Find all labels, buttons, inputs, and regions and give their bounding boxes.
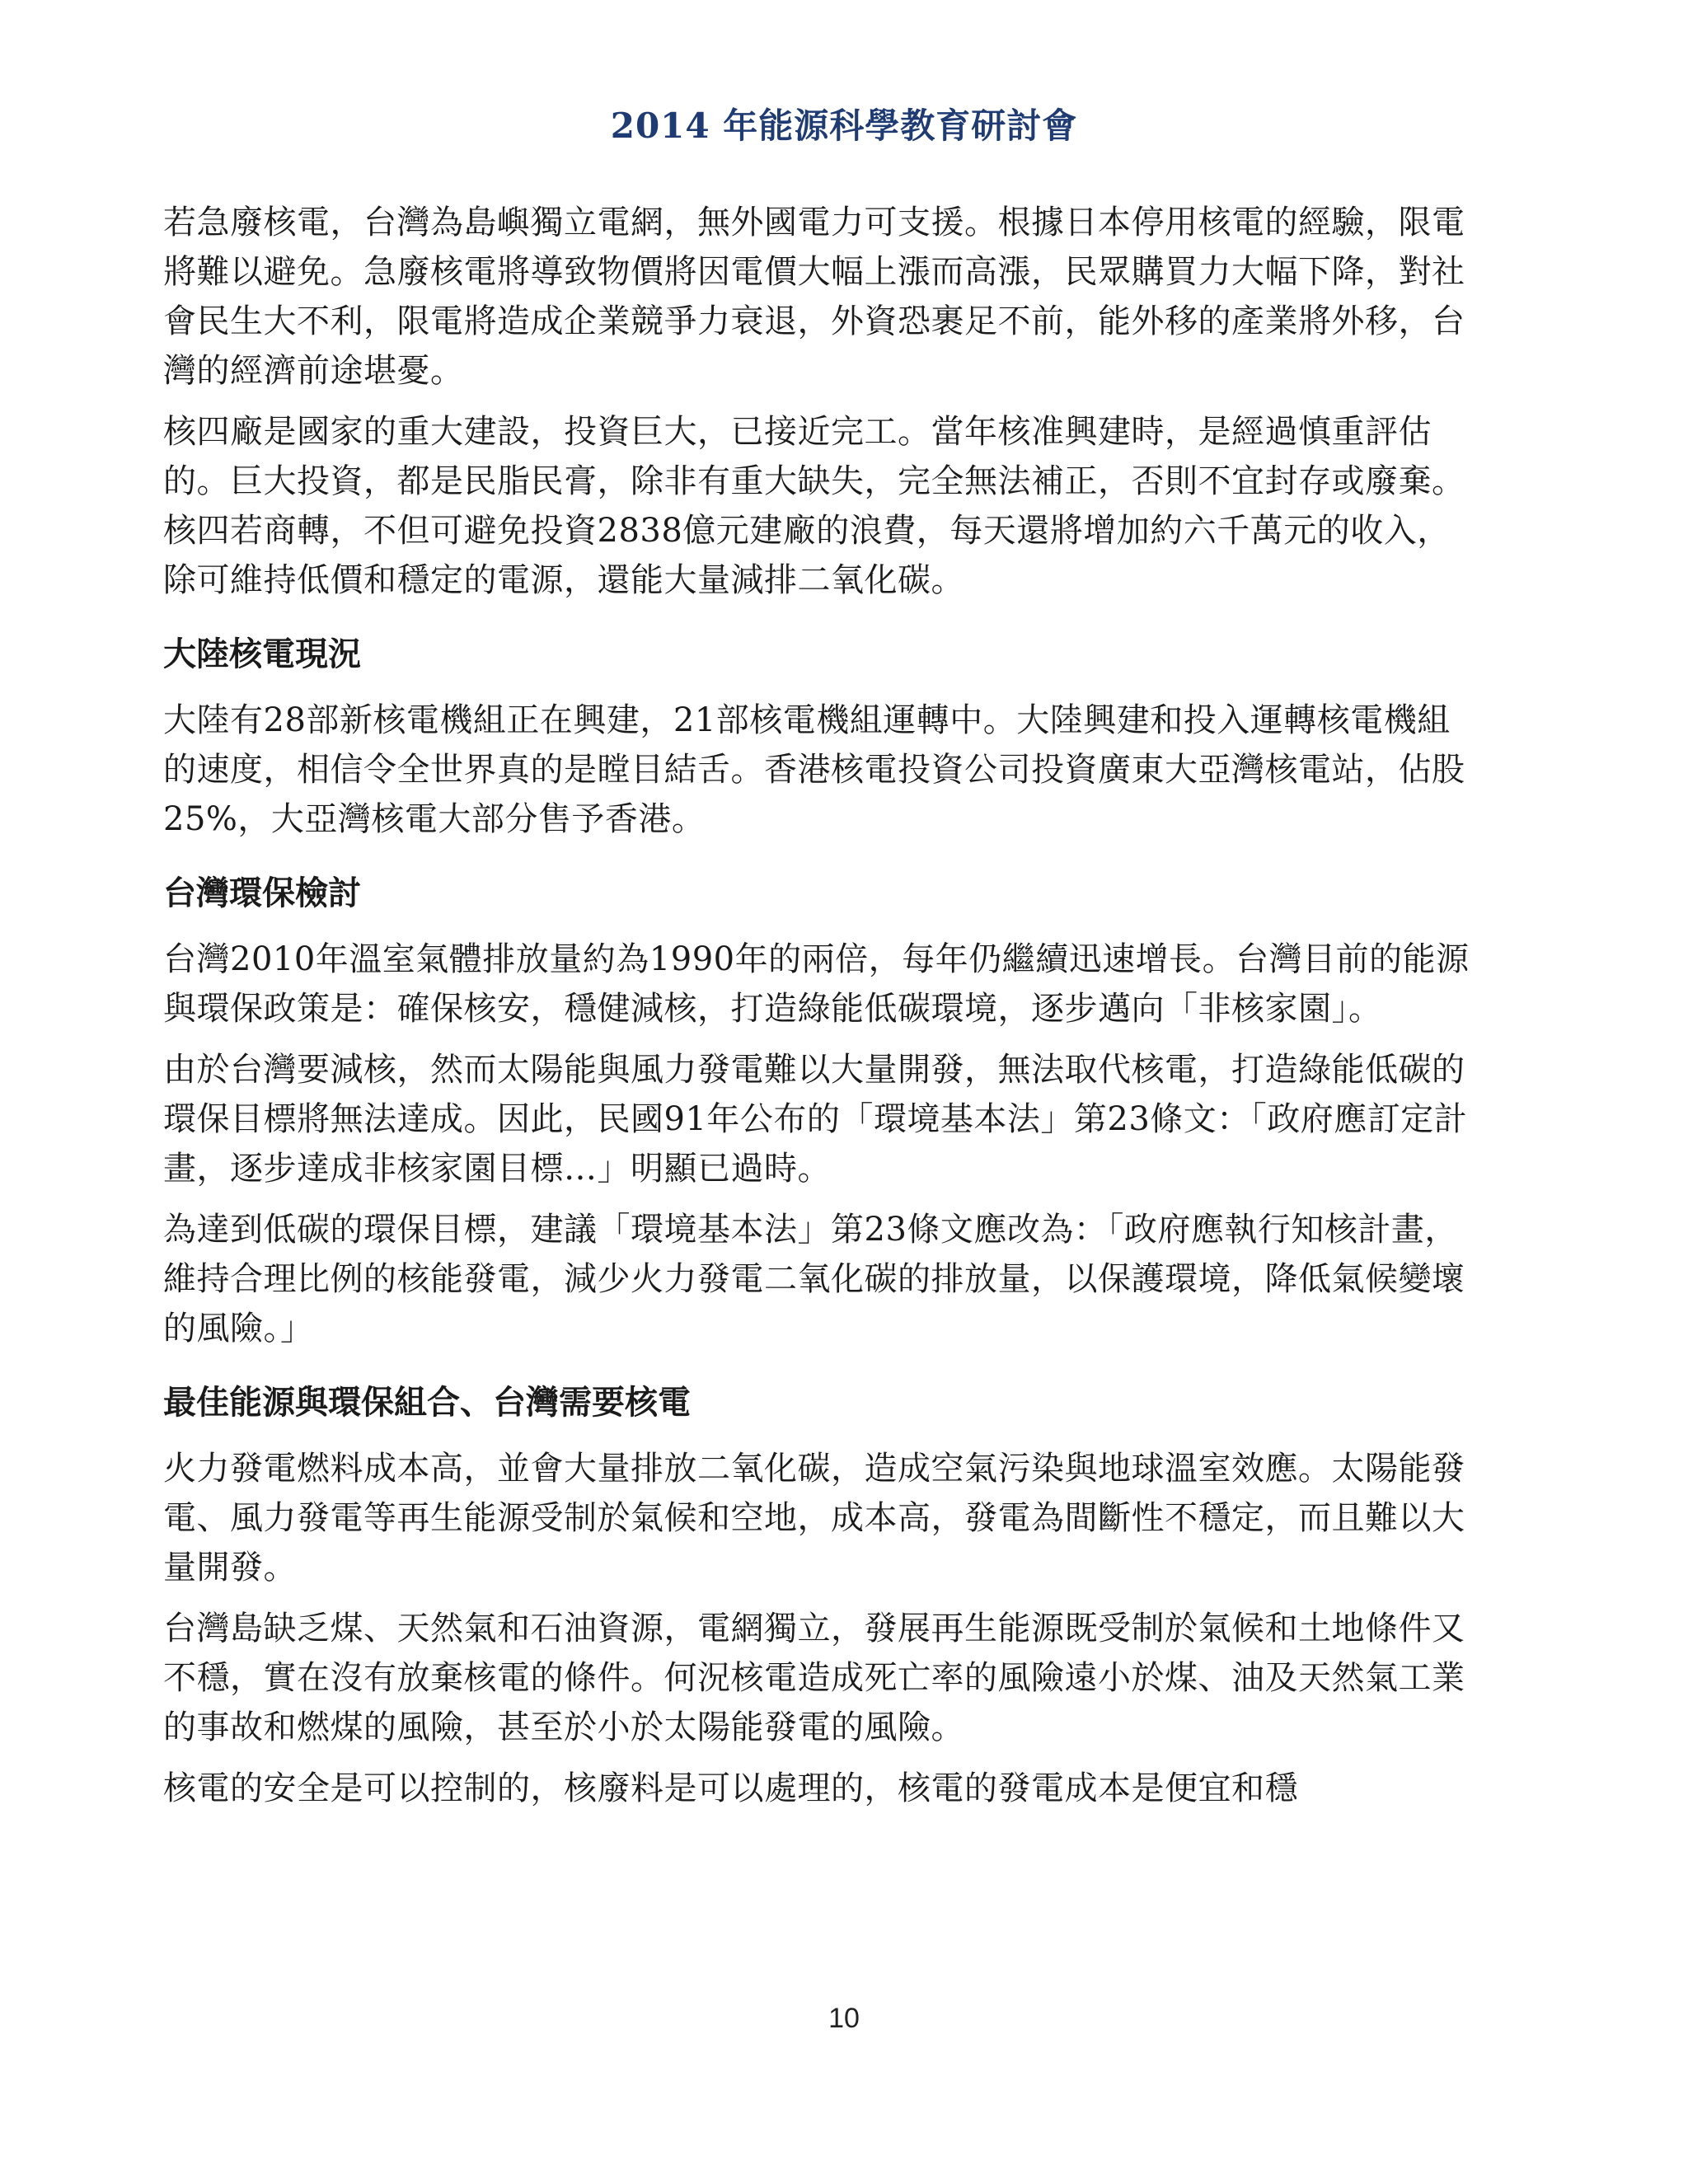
paragraph-taiwan-env-1: 台灣2010年溫室氣體排放量約為1990年的兩倍，每年仍繼續迅速增長。台灣目前的能源與環保政策是：確保核安，穩健減核，打造綠能低碳環境，逐步邁向「非核家園」。: [163, 940, 1470, 1028]
section-heading-mainland: 大陸核電現況: [163, 635, 361, 673]
page-header-title: 2014 年能源科學教育研討會: [610, 105, 1078, 146]
section-heading-taiwan-env: 台灣環保檢討: [163, 874, 361, 912]
document-body: [163, 198, 1482, 1825]
paragraph-taiwan-env-2: 由於台灣要減核，然而太陽能與風力發電難以大量開發，無法取代核電，打造綠能低碳的環保目標將無法達成。因此，民國91年公布的「環境基本法」第23條文：「政府應訂定計畫，逐步達成非核家園目標…」明顯已過時。: [163, 1051, 1468, 1188]
paragraph-intro-1: 若急廢核電，台灣為島嶼獨立電網，無外國電力可支援。根據日本停用核電的經驗，限電將難以避免。急廢核電將導致物價將因電價大幅上漲而高漲，民眾購買力大幅下降，對社會民生大不利，限電將造成企業競爭力衰退，外資恐裹足不前，能外移的產業將外移，台灣的經濟前途堪憂。: [163, 204, 1465, 390]
paragraph-taiwan-env-3: 為達到低碳的環保目標，建議「環境基本法」第23條文應改為：「政府應執行知核計畫，維持合理比例的核能發電，減少火力發電二氧化碳的排放量，以保護環境，降低氣候變壞的風險。」: [163, 1211, 1465, 1347]
section-heading-best-mix: 最佳能源與環保組合、台灣需要核電: [163, 1384, 691, 1422]
paragraph-best-mix-1: 火力發電燃料成本高，並會大量排放二氧化碳，造成空氣污染與地球溫室效應。太陽能發電、風力發電等再生能源受制於氣候和空地，成本高，發電為間斷性不穩定，而且難以大量開發。: [163, 1450, 1465, 1586]
paragraph-mainland-1: 大陸有28部新核電機組正在興建，21部核電機組運轉中。大陸興建和投入運轉核電機組的速度，相信令全世界真的是瞠目結舌。香港核電投資公司投資廣東大亞灣核電站，佔股25%，大亞灣核電大部分售予香港。: [163, 701, 1465, 838]
paragraph-best-mix-2: 台灣島缺乏煤、天然氣和石油資源，電網獨立，發展再生能源既受制於氣候和土地條件又不穩，實在沒有放棄核電的條件。何況核電造成死亡率的風險遠小於煤、油及天然氣工業的事故和燃煤的風險，甚至於小於太陽能發電的風險。: [163, 1610, 1465, 1746]
paragraph-best-mix-3: 核電的安全是可以控制的，核廢料是可以處理的，核電的發電成本是便宜和穩: [163, 1769, 1298, 1807]
paragraph-intro-2: 核四廠是國家的重大建設，投資巨大，已接近完工。當年核准興建時，是經過慎重評估的。巨大投資，都是民脂民膏，除非有重大缺失，完全無法補正，否則不宜封存或廢棄。核四若商轉，不但可避免投資2838億元建廠的浪費，每天還將增加約六千萬元的收入，除可維持低價和穩定的電源，還能大量減排二氧化碳。: [163, 413, 1465, 599]
page-number: 10: [828, 2003, 860, 2034]
